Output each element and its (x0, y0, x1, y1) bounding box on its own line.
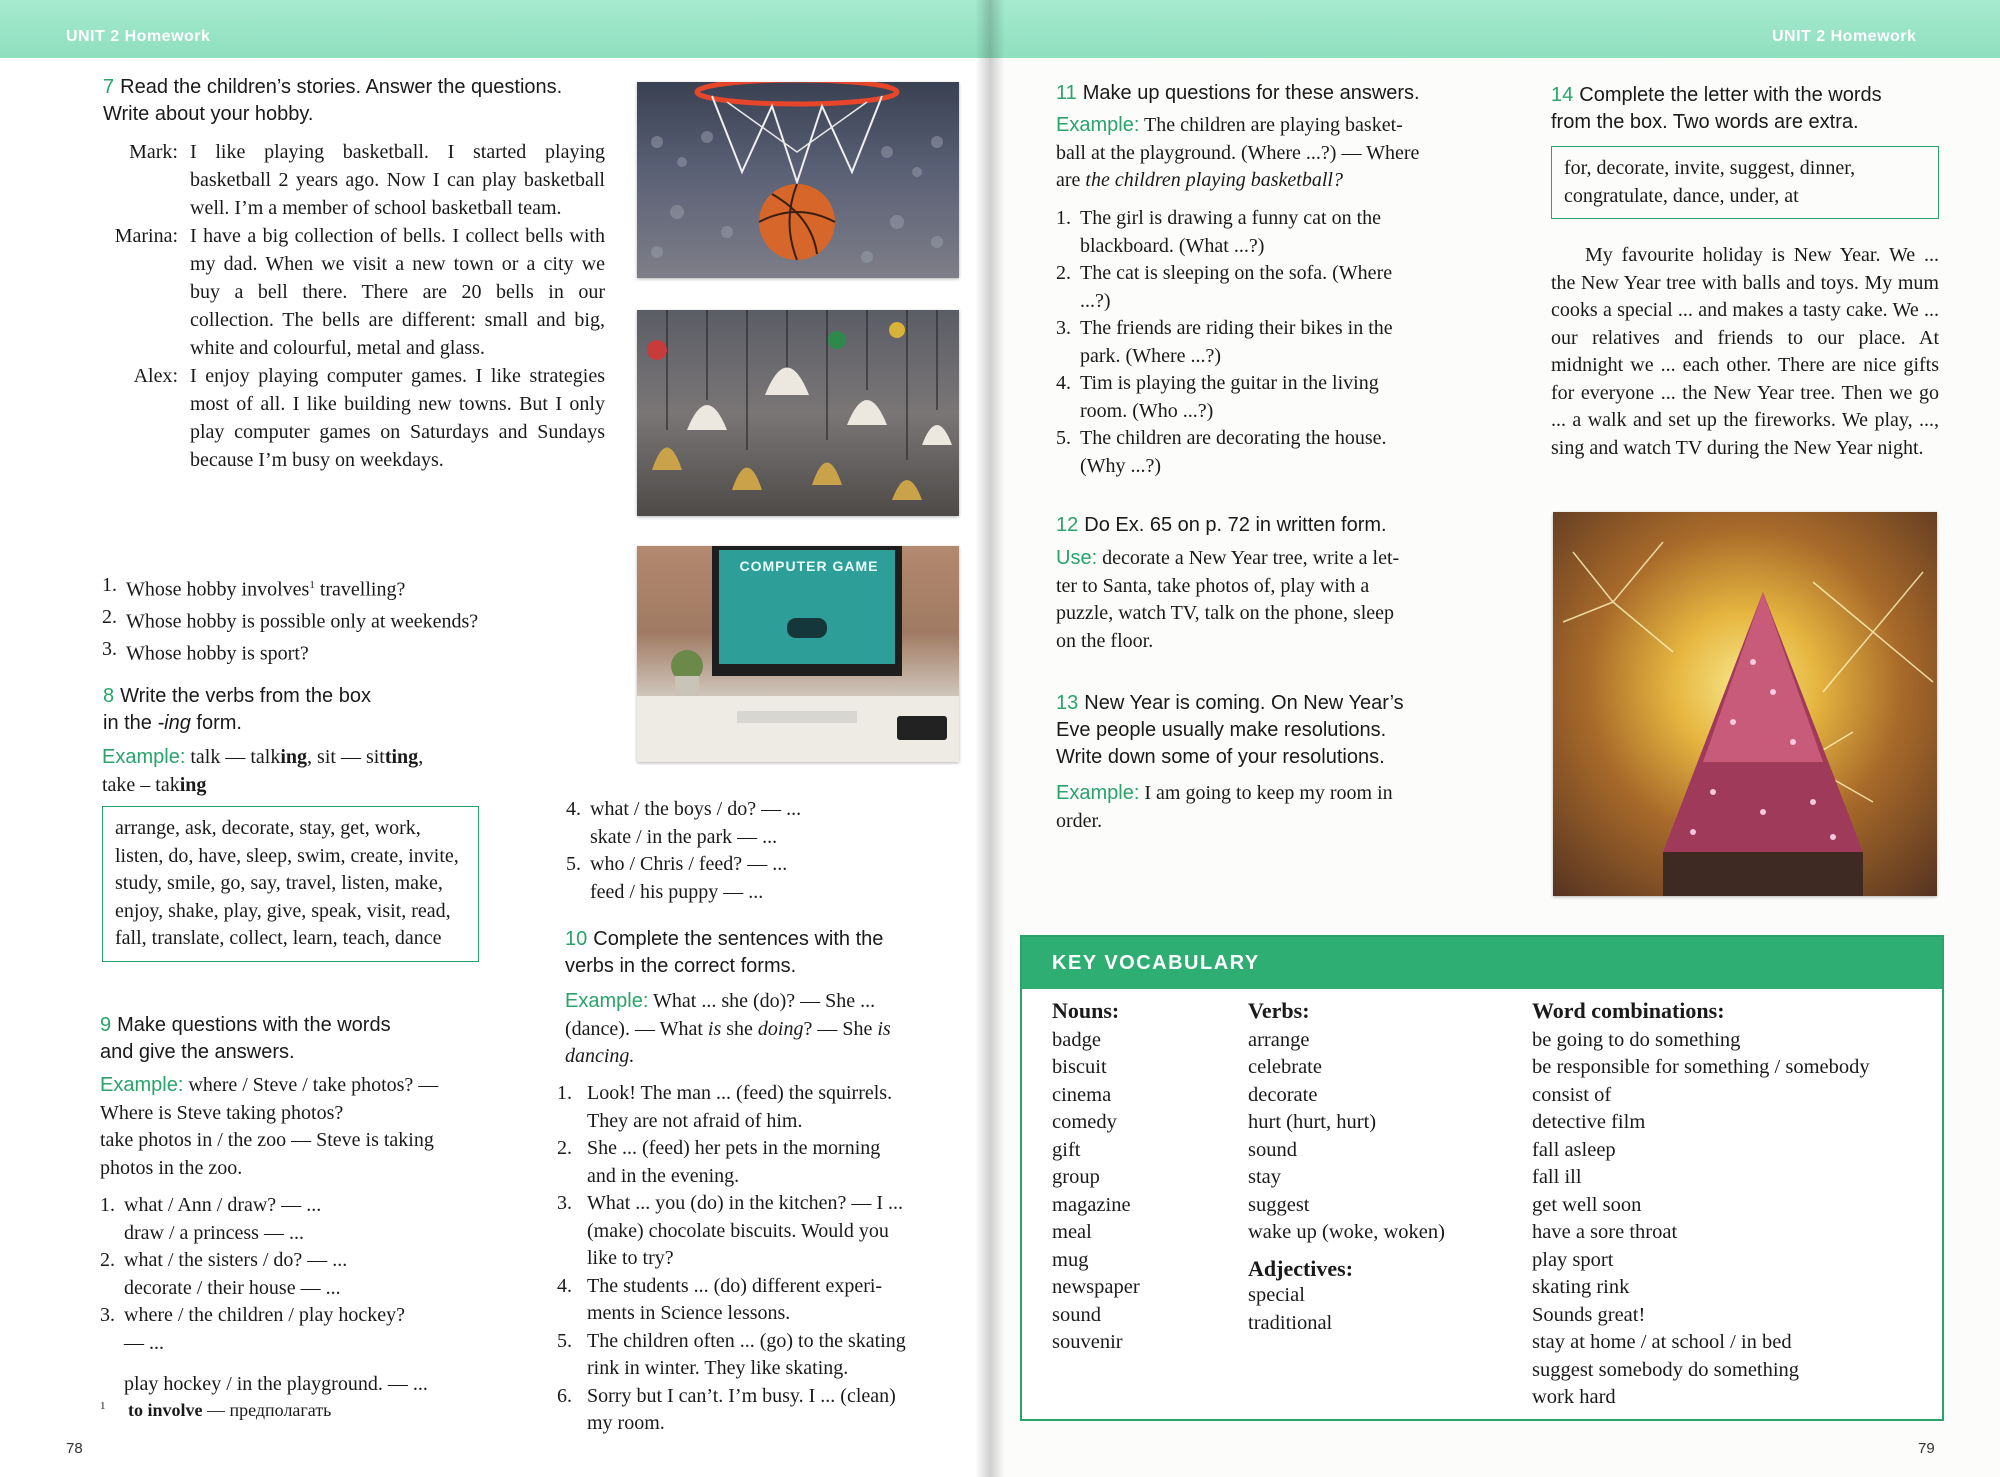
item-line: my room. (587, 1412, 665, 1434)
unit-label-left: UNIT 2 Homework (66, 28, 211, 45)
new-year-tree-photo (1553, 512, 1937, 896)
ex10-example-text: What ... she (do)? — She ... (648, 990, 876, 1012)
ex9-example (100, 1072, 500, 1182)
book-gutter (975, 0, 1005, 1477)
ex8-example-text: , sit — sit (307, 746, 385, 768)
item-line: She ... (feed) her pets in the morning (587, 1137, 881, 1159)
question-row (102, 572, 622, 604)
ex12-use-label: Use: (1056, 547, 1098, 569)
ex9-example-label: Example: (100, 1074, 184, 1096)
item-number: 3. (557, 1192, 572, 1214)
ex8-example-text: take – tak (102, 773, 180, 796)
footnote-marker: 1 (309, 579, 315, 591)
item-number: 2. (100, 1249, 115, 1271)
ex9-example-line (100, 1100, 500, 1128)
story-author: Alex: (133, 365, 178, 387)
key-vocabulary-title: KEY VOCABULARY (1022, 937, 1942, 989)
computer-game-photo (637, 546, 959, 762)
ex8-example-label: Example: (102, 746, 186, 768)
item-row (1056, 370, 1466, 425)
ex14-title-2: from the box. Two words are extra. (1551, 111, 1859, 133)
right-page (990, 0, 2000, 1477)
ex8-example-bold: ing (280, 746, 308, 768)
question-text (126, 636, 309, 668)
ex14-title-1: Complete the letter with the words (1579, 84, 1882, 106)
ex9-example-line (100, 1155, 500, 1183)
kv-adjectives-label: Adjectives: (1248, 1255, 1354, 1281)
question-text (126, 572, 405, 604)
kv-combo-item: detective film (1532, 1111, 1646, 1133)
kv-noun-item: mug (1052, 1248, 1089, 1271)
ex14-number: 14 (1551, 84, 1574, 106)
ex7-heading (103, 74, 623, 128)
ex10-heading (565, 926, 965, 980)
kv-verb-label: Verbs: (1248, 998, 1310, 1023)
kv-noun-item: group (1052, 1166, 1100, 1188)
item-line: and in the evening. (587, 1164, 740, 1187)
kv-combo-item: skating rink (1532, 1276, 1630, 1298)
footnote-term: to involve (128, 1400, 203, 1420)
item-line: The children often ... (go) to the skating (587, 1329, 906, 1352)
kv-combo-item: fall ill (1532, 1166, 1582, 1188)
item-line: (Why ...?) (1080, 454, 1162, 477)
ex12-title: Do Ex. 65 on p. 72 in written form. (1084, 514, 1387, 536)
ex10-example-label: Example: (565, 990, 649, 1012)
item-row (566, 851, 946, 879)
item-line: ...?) (1080, 289, 1111, 312)
kv-noun-item: sound (1052, 1303, 1101, 1326)
ex11-number: 11 (1056, 82, 1077, 104)
item-row (1056, 260, 1466, 315)
item-number: 5. (566, 853, 581, 875)
story-text: I like playing basketball. I started playing basketball 2 years ago. Now I can play basketball well. I’m a member of school basketball team. (190, 141, 605, 219)
item-number: 1. (100, 1194, 115, 1216)
kv-combo-item: get well soon (1532, 1193, 1642, 1216)
ex10-items (557, 1080, 957, 1438)
kv-noun-item: meal (1052, 1221, 1092, 1243)
ex8-title-2b: -ing (157, 712, 191, 734)
item-row (566, 796, 946, 824)
item-row (100, 1247, 500, 1275)
kv-combo-item: stay at home / at school / in bed (1532, 1331, 1792, 1353)
ex13-example-label: Example: (1056, 782, 1140, 804)
ex8-example-bold: ing (179, 773, 207, 796)
item-line: park. (Where ...?) (1080, 344, 1222, 367)
ex14-box-line: for, decorate, invite, suggest, dinner, (1564, 157, 1856, 179)
item-text (587, 1273, 882, 1328)
item-number: 4. (1056, 372, 1071, 394)
item-text (1080, 260, 1392, 315)
ex12-use-text: ter to Santa, take photos of, play with a (1056, 574, 1370, 597)
item-number: 1. (1056, 207, 1071, 229)
kv-verb-item: wake up (woke, woken) (1248, 1221, 1445, 1243)
question-row (102, 604, 622, 636)
ex12-heading (1056, 512, 1496, 539)
footnote-dash: — (202, 1400, 230, 1420)
ex14-box-line: congratulate, dance, under, at (1564, 184, 1799, 207)
story-text: I have a big collection of bells. I collect bells with my dad. When we visit a new town or a city we buy a bell there. There are 20 bells in our collection. The bells are different: small and big, white and colourful, metal and glass. (190, 225, 605, 359)
ex9-items (100, 1192, 500, 1399)
ex10-example-text: she (721, 1017, 758, 1040)
ex11-heading (1056, 80, 1496, 107)
kv-noun-label: Nouns: (1052, 998, 1120, 1023)
ex8-example-bold: ting (384, 746, 419, 768)
story-text: I enjoy playing computer games. I like strategies most of all. I like building new towns. But I only play computer games on Saturdays and Sundays because I’m busy on weekdays. (190, 365, 605, 471)
basketball-photo (637, 82, 959, 278)
item-row (1056, 205, 1466, 260)
item-text (1080, 370, 1379, 425)
ex7-title-2: Write about your hobby. (103, 103, 314, 125)
ex11-example-label: Example: (1056, 114, 1140, 136)
ex12-use-text: puzzle, watch TV, talk on the phone, sleep (1056, 602, 1395, 624)
ex14-heading (1551, 82, 1971, 136)
ex12-use-line (1056, 628, 1466, 656)
computer-game-screen-text: COMPUTER GAME (739, 558, 879, 574)
kv-noun-item: souvenir (1052, 1331, 1123, 1353)
ex12-number: 12 (1056, 514, 1079, 536)
item-number: 2. (557, 1137, 572, 1159)
item-answer: — ... (124, 1331, 164, 1354)
question-text (126, 604, 478, 636)
question-text-a: Whose hobby is possible only at weekends? (126, 610, 479, 633)
question-row (102, 636, 622, 668)
ex11-items (1056, 205, 1466, 480)
item-question: what / the boys / do? — ... (590, 798, 802, 820)
item-question: what / Ann / draw? — ... (124, 1194, 322, 1216)
footnote-translation: предполагать (229, 1400, 332, 1420)
ex12-use-line (1056, 600, 1466, 628)
item-number: 3. (1056, 317, 1071, 339)
item-line: ments in Science lessons. (587, 1302, 791, 1324)
item-text (587, 1190, 903, 1273)
ex10-title-2: verbs in the correct forms. (565, 955, 797, 977)
item-question: where / the children / play hockey? (124, 1304, 405, 1326)
item-line: (make) chocolate biscuits. Would you (587, 1219, 889, 1242)
item-line: Look! The man ... (feed) the squirrels. (587, 1082, 893, 1104)
question-number: 1. (102, 574, 117, 596)
ex13-example-text: I am going to keep my room in (1139, 782, 1393, 804)
item-text (587, 1328, 906, 1383)
ex10-example-italic: doing (757, 1017, 804, 1040)
kv-verb-item: sound (1248, 1138, 1297, 1161)
kv-nouns-column (1052, 997, 1140, 1357)
item-row (557, 1190, 957, 1273)
kv-noun-item: gift (1052, 1138, 1081, 1161)
item-row (100, 1302, 500, 1330)
item-line: The girl is drawing a funny cat on the (1080, 207, 1382, 229)
ex9-number: 9 (100, 1014, 112, 1036)
item-text (1080, 205, 1381, 260)
item-number: 5. (1056, 427, 1071, 449)
ex8-heading (103, 683, 503, 737)
kv-noun-item: magazine (1052, 1193, 1131, 1216)
ex10-example-italic: is (707, 1017, 722, 1040)
kv-combo-label: Word combinations: (1532, 998, 1725, 1023)
question-text-a: Whose hobby involves (126, 578, 310, 601)
ex9-heading (100, 1012, 500, 1066)
ex14-letter: My favourite holiday is New Year. We ... the New Year tree with balls and toys. My mum cooks a special ... and makes a tasty cake. We ... our relatives and friends to our place. At midnight we ... each other. There are nice gifts for everyone ... the New Year tree. Then we go ... a walk and set up the fireworks. We play, ..., sing and watch TV during the New Year night. (1551, 244, 1939, 459)
kv-combo-item: suggest somebody do something (1532, 1358, 1800, 1381)
item-answer: draw / a princess — ... (124, 1221, 304, 1244)
item-line: They are not afraid of him. (587, 1109, 803, 1132)
ex13-number: 13 (1056, 692, 1079, 714)
ex11-example (1056, 112, 1466, 195)
ex11-example-text: The children are playing basket- (1139, 114, 1403, 136)
ex9-example-text: take photos in / the zoo — Steve is taking (100, 1129, 434, 1151)
kv-adjective-item: special (1248, 1284, 1305, 1306)
kv-verb-item: suggest (1248, 1193, 1310, 1216)
item-line: The children are decorating the house. (1080, 427, 1387, 449)
ex9-example-text: photos in the zoo. (100, 1156, 243, 1179)
item-line: room. (Who ...?) (1080, 399, 1214, 422)
item-number: 1. (557, 1082, 572, 1104)
ex11-title: Make up questions for these answers. (1082, 82, 1420, 104)
ex8-example-text: talk — talk (185, 746, 281, 768)
ex10-example-text: (dance). — What (565, 1017, 708, 1040)
ex11-example-text: ball at the playground. (Where ...?) — Where (1056, 141, 1420, 164)
kv-combo-item: have a sore throat (1532, 1221, 1678, 1243)
ex8-title-2a: in the (103, 712, 158, 734)
item-text (1080, 315, 1393, 370)
ex8-title-2c: form. (190, 712, 242, 734)
item-text (587, 1135, 880, 1190)
item-line: The cat is sleeping on the sofa. (Where (1080, 262, 1393, 284)
item-row (1056, 315, 1466, 370)
kv-verb-item: arrange (1248, 1028, 1310, 1051)
ex10-example-text: ? — She (803, 1017, 878, 1040)
kv-verb-item: celebrate (1248, 1056, 1322, 1078)
kv-noun-item: comedy (1052, 1111, 1117, 1133)
ex9-example-line (100, 1072, 500, 1100)
item-row (557, 1383, 957, 1438)
ex8-word-box: arrange, ask, decorate, stay, get, work, listen, do, have, sleep, swim, create, invite, study, smile, go, say, travel, listen, make, enjoy, shake, play, give, speak, visit, read, fall, translate, collect, learn, teach, dance (102, 806, 479, 962)
ex7-number: 7 (103, 76, 115, 98)
item-row (557, 1080, 957, 1135)
footnote-marker: 1 (100, 1400, 106, 1412)
ex10-example-italic: is (877, 1017, 891, 1040)
page-number-left: 78 (66, 1440, 83, 1457)
kv-verb-item: decorate (1248, 1083, 1318, 1106)
question-text-b: travelling? (314, 578, 406, 601)
page-number-right: 79 (1918, 1440, 1935, 1457)
ex8-example-text: , (418, 746, 424, 768)
ex10-number: 10 (565, 928, 588, 950)
kv-combo-item: consist of (1532, 1083, 1612, 1106)
kv-verbs-column (1248, 997, 1445, 1337)
item-number: 6. (557, 1384, 572, 1407)
item-row (100, 1192, 500, 1220)
ex12-use-text: on the floor. (1056, 629, 1154, 652)
item-answer: decorate / their house — ... (124, 1276, 341, 1299)
key-vocabulary-box (1020, 935, 1944, 1421)
item-text (587, 1383, 896, 1438)
question-text-a: Whose hobby is sport? (126, 642, 309, 665)
ex9-title-1: Make questions with the words (117, 1014, 391, 1036)
ex8-number: 8 (103, 685, 115, 707)
kv-combo-item: fall asleep (1532, 1138, 1616, 1161)
kv-noun-item: biscuit (1052, 1056, 1107, 1078)
ex9-example-line (100, 1127, 500, 1155)
item-row (557, 1273, 957, 1328)
ex11-example-italic: the children playing basketball? (1085, 169, 1343, 191)
item-line: Sorry but I can’t. I’m busy. I ... (clean) (587, 1384, 896, 1407)
kv-combo-item: Sounds great! (1532, 1303, 1646, 1326)
ex9-title-2: and give the answers. (100, 1041, 295, 1063)
ex12-use-line (1056, 573, 1466, 601)
item-row (557, 1328, 957, 1383)
ex9-example-text: Where is Steve taking photos? (100, 1101, 344, 1124)
ex11-example-text: are (1056, 169, 1086, 191)
ex8-title-1: Write the verbs from the box (120, 685, 371, 707)
kv-combo-item: be responsible for something / somebody (1532, 1056, 1870, 1078)
item-text (1080, 425, 1387, 480)
ex13-heading (1056, 690, 1496, 771)
item-number: 4. (557, 1274, 572, 1297)
item-number: 2. (1056, 262, 1071, 284)
ex13-title-2: Eve people usually make resolutions. (1056, 719, 1387, 741)
item-line: The students ... (do) different experi- (587, 1274, 883, 1297)
kv-adjective-item: traditional (1248, 1311, 1333, 1334)
ex13-example-text: order. (1056, 809, 1103, 832)
kv-combos-column (1532, 997, 1870, 1412)
item-line: rink in winter. They like skating. (587, 1357, 849, 1379)
ex7-title-1: Read the children’s stories. Answer the questions. (120, 76, 563, 98)
question-number: 2. (102, 606, 117, 629)
kv-combo-item: work hard (1532, 1386, 1616, 1408)
unit-label-right: UNIT 2 Homework (1772, 28, 1917, 45)
ex10-example-italic: dancing. (565, 1045, 635, 1067)
ex10-title-1: Complete the sentences with the (593, 928, 884, 950)
story-author: Mark: (129, 141, 178, 163)
item-question: who / Chris / feed? — ... (590, 853, 788, 875)
ex9-items-continued (566, 796, 946, 906)
kv-verb-item: stay (1248, 1166, 1282, 1188)
kv-combo-item: play sport (1532, 1248, 1614, 1271)
ex13-title-1: New Year is coming. On New Year’s (1084, 692, 1404, 714)
item-number: 4. (566, 798, 581, 820)
ex10-example (565, 988, 957, 1071)
story-author: Marina: (114, 225, 178, 247)
bells-photo (637, 310, 959, 516)
ex7-questions (102, 572, 622, 668)
ex12-use (1056, 545, 1466, 655)
footnote (100, 1400, 331, 1421)
item-text (587, 1080, 892, 1135)
kv-combo-item: be going to do something (1532, 1028, 1741, 1051)
item-row (1056, 425, 1466, 480)
item-line: blackboard. (What ...?) (1080, 234, 1265, 257)
item-number: 5. (557, 1329, 572, 1352)
ex12-use-text: decorate a New Year tree, write a let- (1097, 547, 1400, 569)
item-answer: play hockey / in the playground. — ... (124, 1373, 428, 1395)
ex9-example-text: where / Steve / take photos? — (183, 1074, 439, 1096)
item-line: Tim is playing the guitar in the living (1080, 372, 1379, 394)
kv-noun-item: badge (1052, 1028, 1101, 1051)
item-answer: feed / his puppy — ... (590, 880, 764, 903)
question-number: 3. (102, 638, 117, 661)
ex12-use-line (1056, 545, 1466, 573)
ex14-word-box (1551, 146, 1939, 219)
left-page (0, 0, 990, 1477)
item-number: 3. (100, 1304, 115, 1326)
kv-noun-item: cinema (1052, 1083, 1112, 1106)
ex8-example (102, 744, 502, 799)
item-row (557, 1135, 957, 1190)
item-line: What ... you (do) in the kitchen? — I ... (587, 1192, 904, 1214)
ex13-example (1056, 780, 1466, 835)
kv-noun-item: newspaper (1052, 1276, 1140, 1298)
item-line: like to try? (587, 1247, 674, 1269)
item-question: what / the sisters / do? — ... (124, 1249, 348, 1271)
item-line: The friends are riding their bikes in the (1080, 317, 1393, 339)
ex13-title-3: Write down some of your resolutions. (1056, 746, 1385, 768)
kv-verb-item: hurt (hurt, hurt) (1248, 1111, 1377, 1133)
item-answer: skate / in the park — ... (590, 825, 778, 848)
ex7-stories (100, 138, 605, 474)
